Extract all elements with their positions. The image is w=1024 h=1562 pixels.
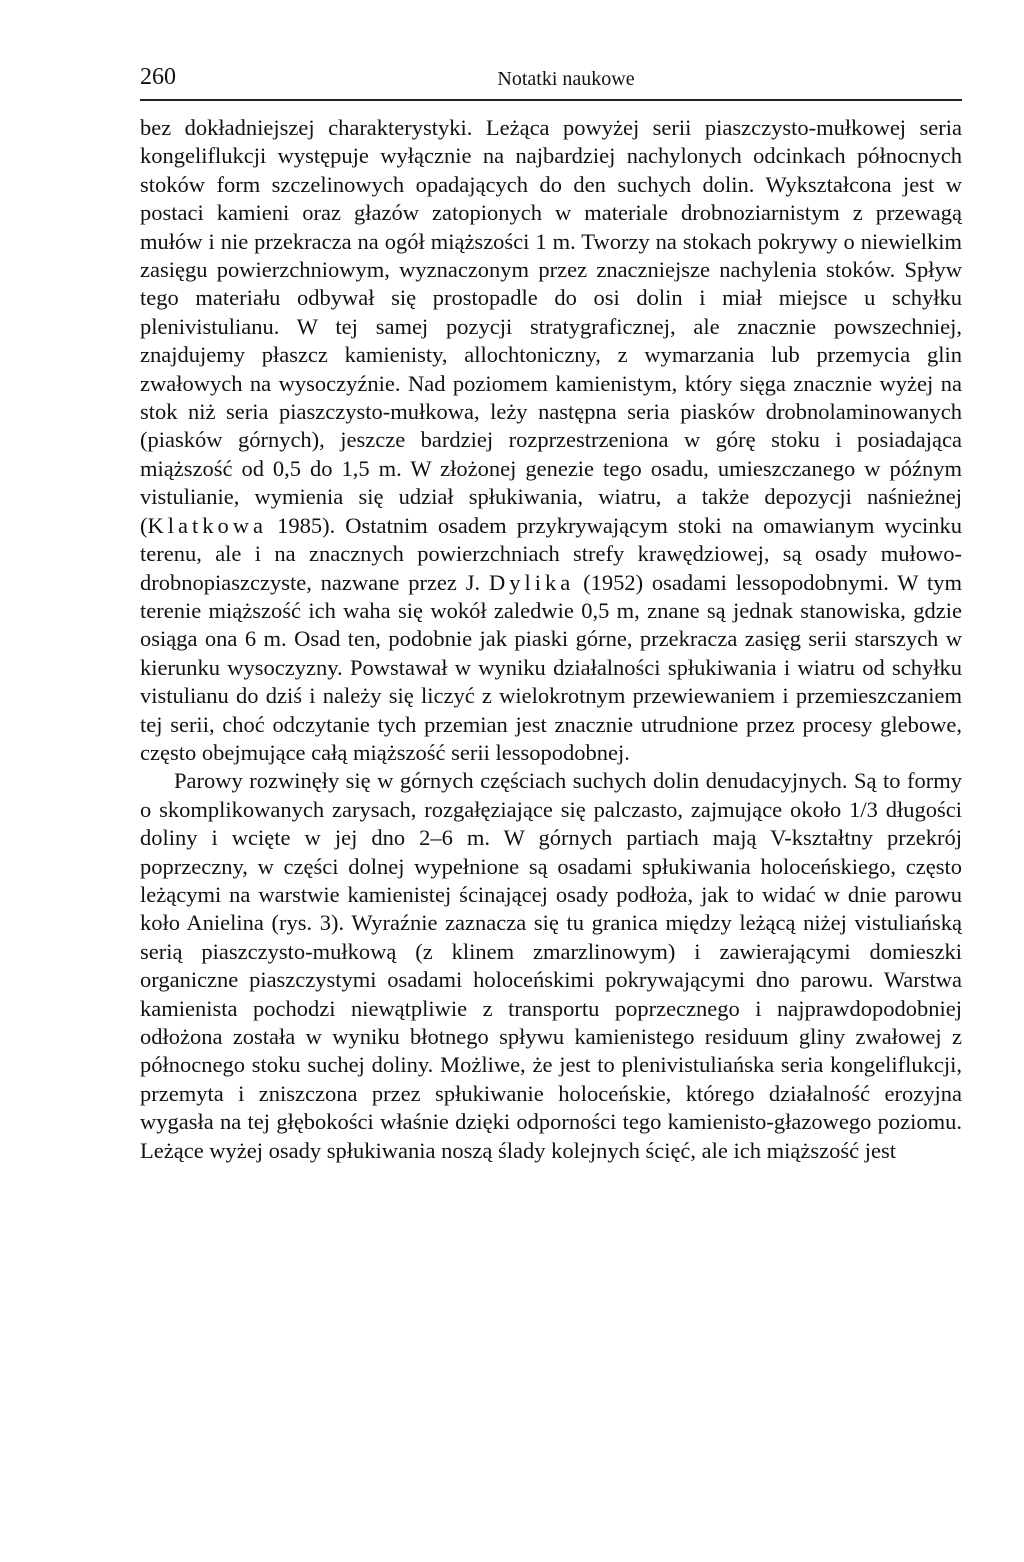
running-head [140,60,962,94]
author-citation-klatkowa: Klatkowa [147,512,267,538]
author-citation-dylik: Dylika [488,569,575,595]
header-rule [140,99,962,101]
paragraph-1-text-2: 1985). Ostatnim osadem przykrywającym stoki na omawianym wycinku terenu, ale i na znacznych powierzchniach strefy krawędziowej, są osady mułowo-drobnopiaszczyste, nazwane przez J. [140,512,962,595]
body-text [140,114,962,1165]
paragraph-2 [140,767,962,1165]
paragraph-1 [140,114,962,767]
journal-title: Notatki naukowe [497,68,635,90]
paragraph-1-text-3: (1952) osadami lessopodobnymi. W tym terenie miąższość ich waha się wokół zaledwie 0,5 m, znane są jednak stanowiska, gdzie osiąga ona 6 m. Osad ten, podobnie jak piaski górne, przekracza zasięg serii starszych w kierunku wysoczyzny. Powstawał w wyniku działalności spłukiwania i wiatru od schyłku vistulianu do dziś i należy się liczyć z wielokrotnym przewiewaniem i przemieszczaniem tej serii, choć odczytanie tych przemian jest znacznie utrudnione przez procesy glebowe, często obejmujące całą miąższość serii lessopodobnej. [140,569,962,765]
paragraph-1-text-1: bez dokładniejszej charakterystyki. Leżąca powyżej serii piaszczysto-mułkowej seria kongeliflukcji występuje wyłącznie na najbardziej nachylonych odcinkach północnych stoków form szczelinowych opadających do den suchych dolin. Wykształcona jest w postaci kamieni oraz głazów zatopionych w materiale drobnoziarnistym z przewagą mułów i nie przekracza na ogół miąższości 1 m. Tworzy na stokach pokrywy o niewielkim zasięgu powierzchniowym, wyznaczonym przez znaczniejsze nachylenia stoków. Spływ tego materiału odbywał się prostopadle do osi dolin i miał miejsce u schyłku plenivistulianu. W tej samej pozycji stratygraficznej, ale znacznie powszechniej, znajdujemy płaszcz kamienisty, allochtoniczny, z wymarzania lub przemycia glin zwałowych na wysoczyźnie. Nad poziomem kamienistym, który sięga znacznie wyżej na stok niż seria piaszczysto-mułkowa, leży następna seria piasków drobnolaminowanych (piasków górnych), jeszcze bardziej rozprzestrzeniona w górę stoku i posiadająca miąższość od 0,5 do 1,5 m. W złożonej genezie tego osadu, umieszczanego w późnym vistulianie, wymienia się udział spłukiwania, wiatru, a także depozycji naśnieżnej ( [140,115,962,538]
page-number: 260 [140,64,176,90]
paragraph-2-text: Parowy rozwinęły się w górnych częściach suchych dolin denudacyjnych. Są to formy o skomplikowanych zarysach, rozgałęziające się palczasto, zajmujące około 1/3 długości doliny i wcięte w jej dno 2–6 m. W górnych partiach mają V-kształtny przekrój poprzeczny, w części dolnej wypełnione są osadami spłukiwania holoceńskiego, często leżącymi na warstwie kamienistej ścinającej osady podłoża, jak to widać w dnie parowu koło Anielina (rys. 3). Wyraźnie zaznacza się tu granica między leżącą niżej vistuliańską serią piaszczysto-mułkową (z klinem zmarzlinowym) i zawierającymi domieszki organiczne piaszczystymi osadami holoceńskimi pokrywającymi dno parowu. Warstwa kamienista pochodzi niewątpliwie z transportu poprzecznego i najprawdopodobniej odłożona została w wyniku błotnego spływu kamienistego residuum gliny zwałowej z północnego stoku suchej doliny. Możliwe, że jest to plenivistuliańska seria kongeliflukcji, przemyta i zniszczona przez spłukiwanie holoceńskie, którego działalność erozyjna wygasła na tej głębokości właśnie dzięki odporności tego kamienisto-głazowego poziomu. Leżące wyżej osady spłukiwania noszą ślady kolejnych ścięć, ale ich miąższość jest [140,768,962,1163]
